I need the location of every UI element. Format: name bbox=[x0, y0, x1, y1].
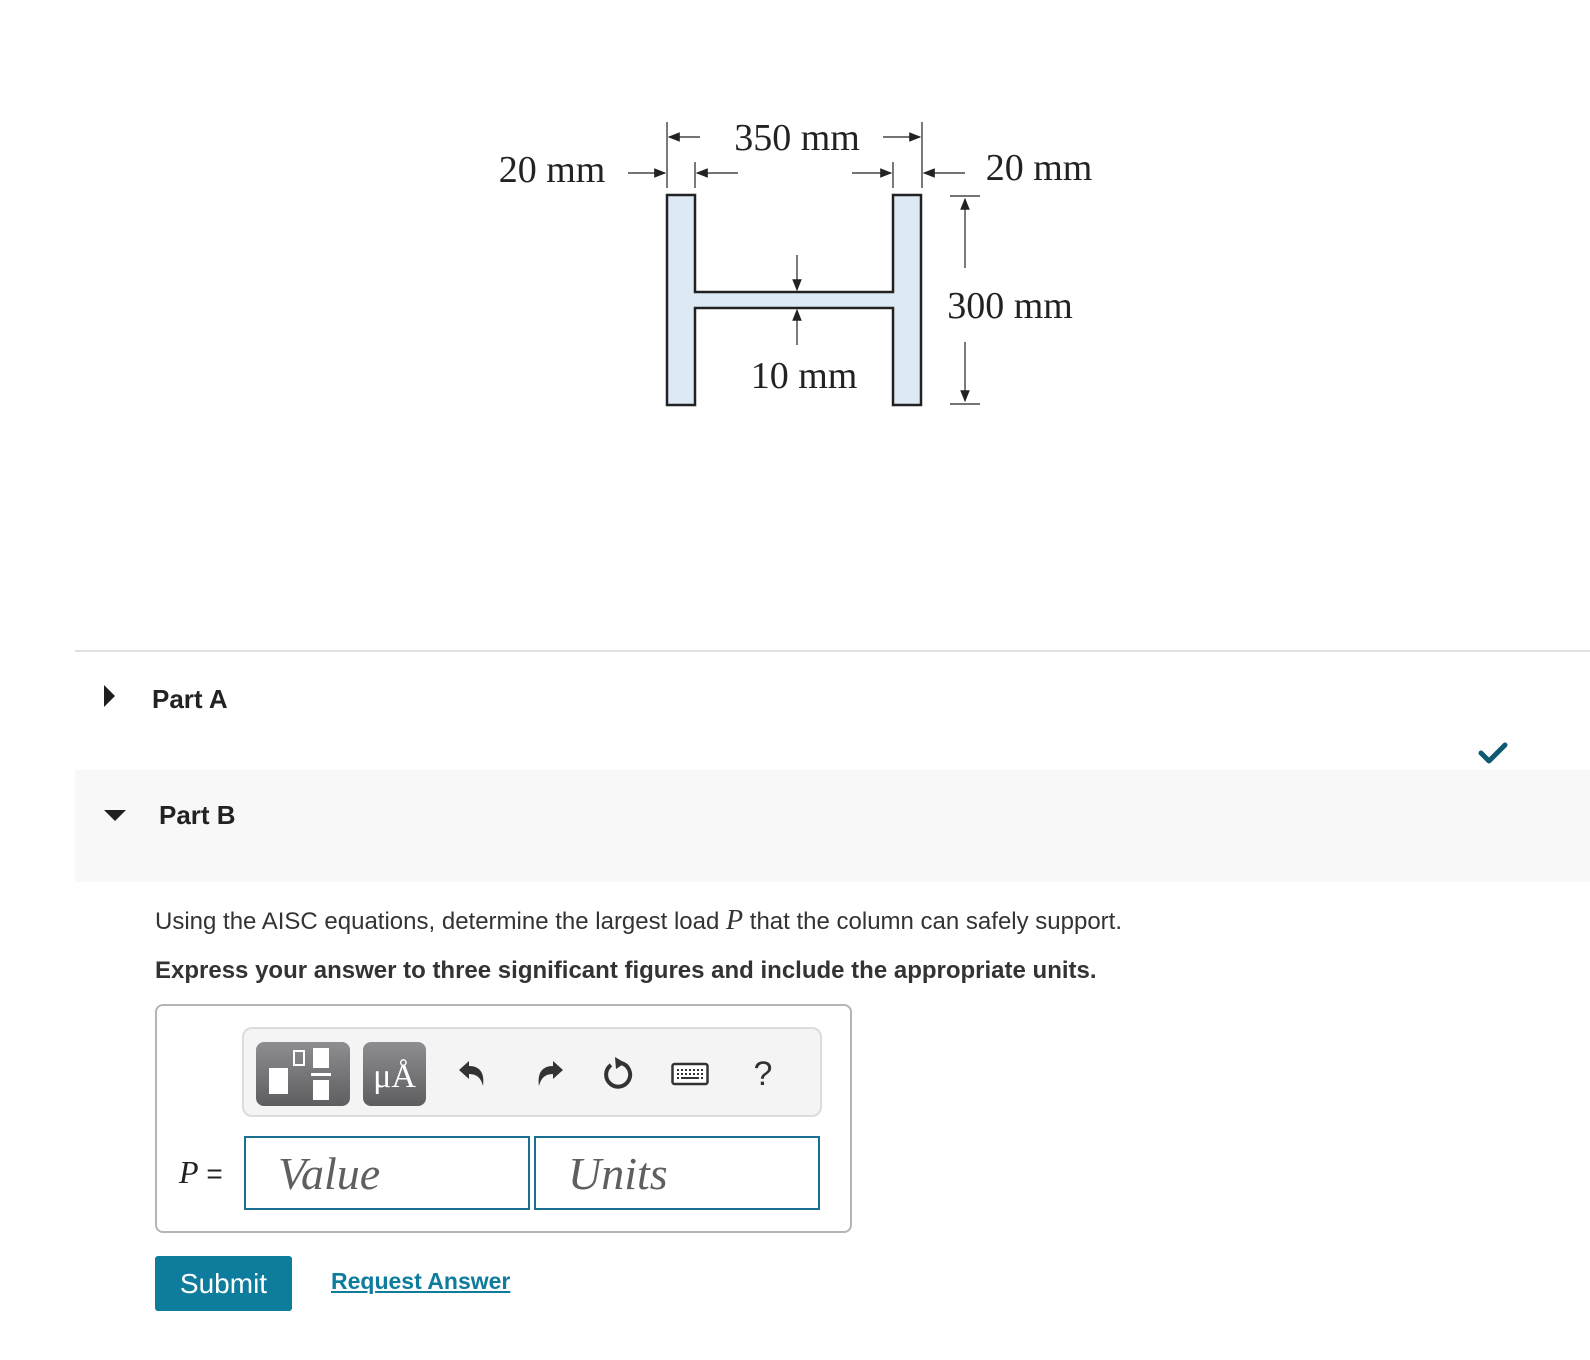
part-b-header[interactable] bbox=[75, 770, 1590, 882]
math-toolbar bbox=[242, 1027, 822, 1117]
keyboard-icon bbox=[671, 1062, 709, 1086]
templates-button[interactable] bbox=[256, 1042, 350, 1106]
submit-button[interactable]: Submit bbox=[155, 1256, 292, 1311]
answer-box bbox=[155, 1004, 852, 1233]
dim-web: 10 mm bbox=[750, 355, 858, 397]
dim-left-flange: 20 mm bbox=[498, 149, 606, 191]
units-field[interactable] bbox=[534, 1136, 820, 1210]
templates-icon bbox=[256, 1042, 350, 1106]
units-input[interactable] bbox=[536, 1138, 818, 1208]
undo-icon bbox=[457, 1058, 489, 1090]
reset-button[interactable] bbox=[595, 1052, 639, 1096]
instruction-text: Express your answer to three significant figures and include the appropriate units. bbox=[155, 957, 1097, 984]
reset-icon bbox=[599, 1056, 635, 1092]
redo-button[interactable] bbox=[527, 1052, 571, 1096]
answer-variable-label bbox=[179, 1154, 223, 1191]
equals-sign: = bbox=[198, 1158, 223, 1189]
section-divider bbox=[75, 650, 1590, 652]
part-b-label: Part B bbox=[159, 800, 236, 830]
caret-down-icon bbox=[104, 810, 126, 821]
answer-var: P bbox=[179, 1154, 199, 1190]
dim-height: 300 mm bbox=[947, 285, 1073, 327]
units-button[interactable]: μÅ bbox=[363, 1042, 426, 1106]
cross-section-figure bbox=[470, 100, 1130, 420]
question-text bbox=[155, 905, 1122, 937]
part-a-label: Part A bbox=[152, 684, 228, 714]
request-answer-link[interactable]: Request Answer bbox=[331, 1268, 511, 1294]
dim-right-flange: 20 mm bbox=[985, 147, 1093, 189]
undo-button[interactable] bbox=[451, 1052, 495, 1096]
value-field[interactable] bbox=[244, 1136, 530, 1210]
help-button[interactable]: ? bbox=[753, 1054, 773, 1093]
value-input[interactable] bbox=[246, 1138, 528, 1208]
completed-check-icon bbox=[1478, 738, 1508, 768]
keyboard-button[interactable] bbox=[668, 1052, 712, 1096]
question-after: that the column can safely support. bbox=[743, 908, 1123, 935]
caret-right-icon bbox=[104, 685, 115, 707]
variable-p: P bbox=[726, 905, 744, 936]
question-before: Using the AISC equations, determine the largest load bbox=[155, 908, 727, 935]
dim-total-width: 350 mm bbox=[734, 117, 860, 159]
part-a-header[interactable] bbox=[75, 665, 1590, 735]
redo-icon bbox=[533, 1058, 565, 1090]
